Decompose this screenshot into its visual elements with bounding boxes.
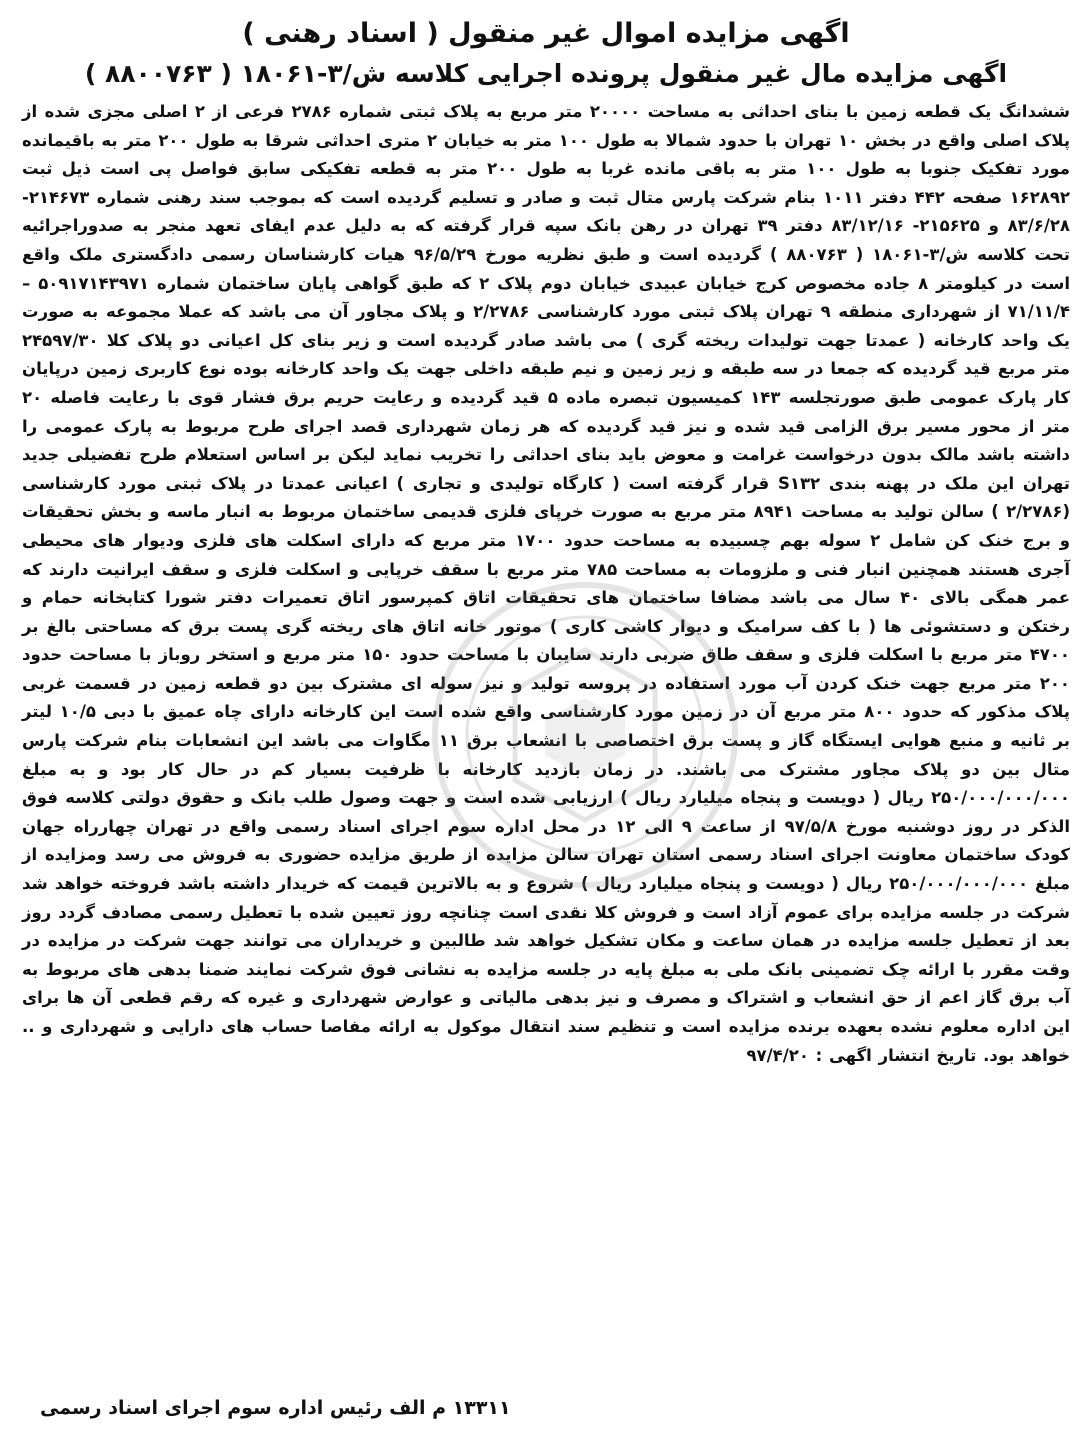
notice-signature: ۱۳۳۱۱ م الف رئیس اداره سوم اجرای اسناد رسمی [40, 1397, 511, 1419]
notice-subtitle: اگهی مزایده مال غیر منقول پرونده اجرایی کلاسه ش/۳-۱۸۰۶۱ ( ۸۸۰۰۷۶۳ ) [84, 59, 1008, 88]
notice-title: اگهی مزایده اموال غیر منقول ( اسناد رهنی ) [242, 18, 850, 49]
notice-body: ششدانگ یک قطعه زمین با بنای احداثی به مساحت ۲۰۰۰۰ متر مربع به پلاک ثبتی شماره ۲۷۸۶ فرعی از ۲ اصلی مجزی شده از پلاک اصلی واقع در بخش ۱۰ تهران با حدود شمالا به طول ۱۰۰ متر به خیابان ۲ متری احداثی شرقا به طول ۲۰۰ متر به باقیمانده مورد تفکیک جنوبا به طول ۱۰۰ متر به باقی مانده غربا به طول ۲۰۰ متر به قطعه تفکیکی سابق فواصل پی است ذیل ثبت ۱۶۲۸۹۲ صفحه ۴۴۲ دفتر ۱۰۱۱ بنام شرکت پارس متال ثبت و صادر و تسلیم گردیده است که بموجب سند رهنی شماره ۲۱۴۶۷۳- ۸۳/۶/۲۸ و ۲۱۵۶۲۵- ۸۳/۱۲/۱۶ دفتر ۳۹ تهران در رهن بانک سپه قرار گرفته که به دلیل عدم ایفای تعهد منجر به صدوراجرائیه تحت کلاسه ش/۳-۱۸۰۶۱ ( ۸۸۰۷۶۳ ) گردیده است و طبق نظریه مورخ ۹۶/۵/۲۹ هیات کارشناسان رسمی دادگستری ملک واقع است در کیلومتر ۸ جاده مخصوص کرج خیابان عبیدی خیابان دوم پلاک ۲ که طبق گواهی پایان ساختمان شماره ۵۰۹۱۷۱۴۳۹۷۱ – ۷۱/۱۱/۴ از شهرداری منطقه ۹ تهران پلاک ثبتی مورد کارشناسی ۲/۲۷۸۶ و پلاک مجاور آن می باشد که عملا مجموعه به صورت یک واحد کارخانه ( عمدتا جهت تولیدات ریخته گری ) می باشد صادر گردیده است و زیر بنای کل اعیانی دو پلاک کلا ۲۴۵۹۷/۳۰ متر مربع قید گردیده که جمعا در سه طبقه و زیر زمین و نیم طبقه داخلی جهت یک واحد کارخانه بوده نوع کاربری زمین درپایان کار پارک عمومی طبق صورتجلسه ۱۴۳ کمیسیون تبصره ماده ۵ قید گردیده و رعایت حریم برق فشار قوی با رعایت فاصله ۲۰ متر از محور مسیر برق الزامی قید شده و نیز قید گردیده که هر زمان شهرداری قصد اجرای طرح مربوط به پارک عمومی را داشته باشد مالک بدون درخواست غرامت و معوض باید بنای احداثی را تخریب نماید لیکن بر اساس استعلام طرح تفضیلی جدید تهران این ملک در پهنه بندی S۱۳۲ قرار گرفته است ( کارگاه تولیدی و تجاری ) اعیانی عمدتا در پلاک ثبتی مورد کارشناسی (۲/۲۷۸۶ ) سالن تولید به مساحت ۸۹۴۱ متر مربع به صورت خرپای فلزی قدیمی ساختمان مربوط به انبار ماسه و بخش تحقیقات و برج خنک کن شامل ۲ سوله بهم چسبیده به مساحت حدود ۱۷۰۰ متر مربع که دارای اسکلت های فلزی ودیوار های محیطی آجری هستند همچنین انبار فنی و ملزومات به مساحت ۷۸۵ متر مربع با سقف خرپایی و اسکلت فلزی و سقف ایرانیت دارند که عمر همگی بالای ۴۰ سال می باشد مضافا ساختمان های تحقیقات اتاق کمپرسور اتاق تعمیرات دفتر شورا کتابخانه حمام و رختکن و دستشوئی ها ( با کف سرامیک و دیوار کاشی کاری ) موتور خانه اتاق های ریخته گری پست برق که مساحتی بالغ بر ۴۷۰۰ متر مربع با اسکلت فلزی و سقف طاق ضربی دارند سایبان با مساحت حدود ۱۵۰ متر مربع و استخر روباز با مساحت حدود ۲۰۰ متر مربع جهت خنک کردن آب مورد استفاده در پروسه تولید و نیز سوله ای مشترک بین دو قطعه زمین در قسمت غربی پلاک مذکور که حدود ۸۰۰ متر مربع آن در زمین مورد کارشناسی واقع شده است این کارخانه دارای چاه عمیق با دبی ۱۰/۵ لیتر بر ثانیه و منبع هوایی ایستگاه گاز و پست برق اختصاصی با انشعاب برق ۱۱ مگاوات می باشد این انشعابات بنام شرکت پارس متال بین دو پلاک مجاور مشترک می باشند. در زمان بازدید کارخانه با ظرفیت بسیار کم در حال کار بود و به مبلغ ۲۵۰/۰۰۰/۰۰۰/۰۰۰ ریال ( دویست و پنجاه میلیارد ریال ) ارزیابی شده است و جهت وصول طلب بانک و حقوق دولتی کلاسه فوق الذکر در روز دوشنبه مورخ ۹۷/۵/۸ از ساعت ۹ الی ۱۲ در محل اداره سوم اجرای اسناد رسمی واقع در تهران چهارراه جهان کودک ساختمان معاونت اجرای اسناد رسمی استان تهران سالن مزایده از طریق مزایده حضوری به فروش می رسد ومزایده از مبلغ ۲۵۰/۰۰۰/۰۰۰/۰۰۰ ریال ( دویست و پنجاه میلیارد ریال ) شروع و به بالاترین قیمت که خریدار داشته باشد فروخته خواهد شد شرکت در جلسه مزایده برای عموم آزاد است و فروش کلا نقدی است چنانچه روز تعیین شده با تعطیل رسمی مصادف گردد روز بعد از تعطیل جلسه مزایده در همان ساعت و مکان تشکیل خواهد شد طالبین و خریداران می توانند جهت شرکت در مزایده در وقت مقرر با ارائه چک تضمینی بانک ملی به مبلغ پایه در جلسه مزایده به نشانی فوق شرکت نمایند ضمنا بدهی های مربوط به آب برق گاز اعم از حق انشعاب و اشتراک و مصرف و نیز بدهی مالیاتی و عوارض شهرداری و غیره که رقم قطعی آن ها برای این اداره معلوم نشده بعهده برنده مزایده است و تنظیم سند انتقال موکول به ارائه مفاصا حساب های دارایی و شهرداری و .. خواهد بود. تاریخ انتشار اگهی : ۹۷/۴/۲۰ [22, 102, 1071, 1065]
